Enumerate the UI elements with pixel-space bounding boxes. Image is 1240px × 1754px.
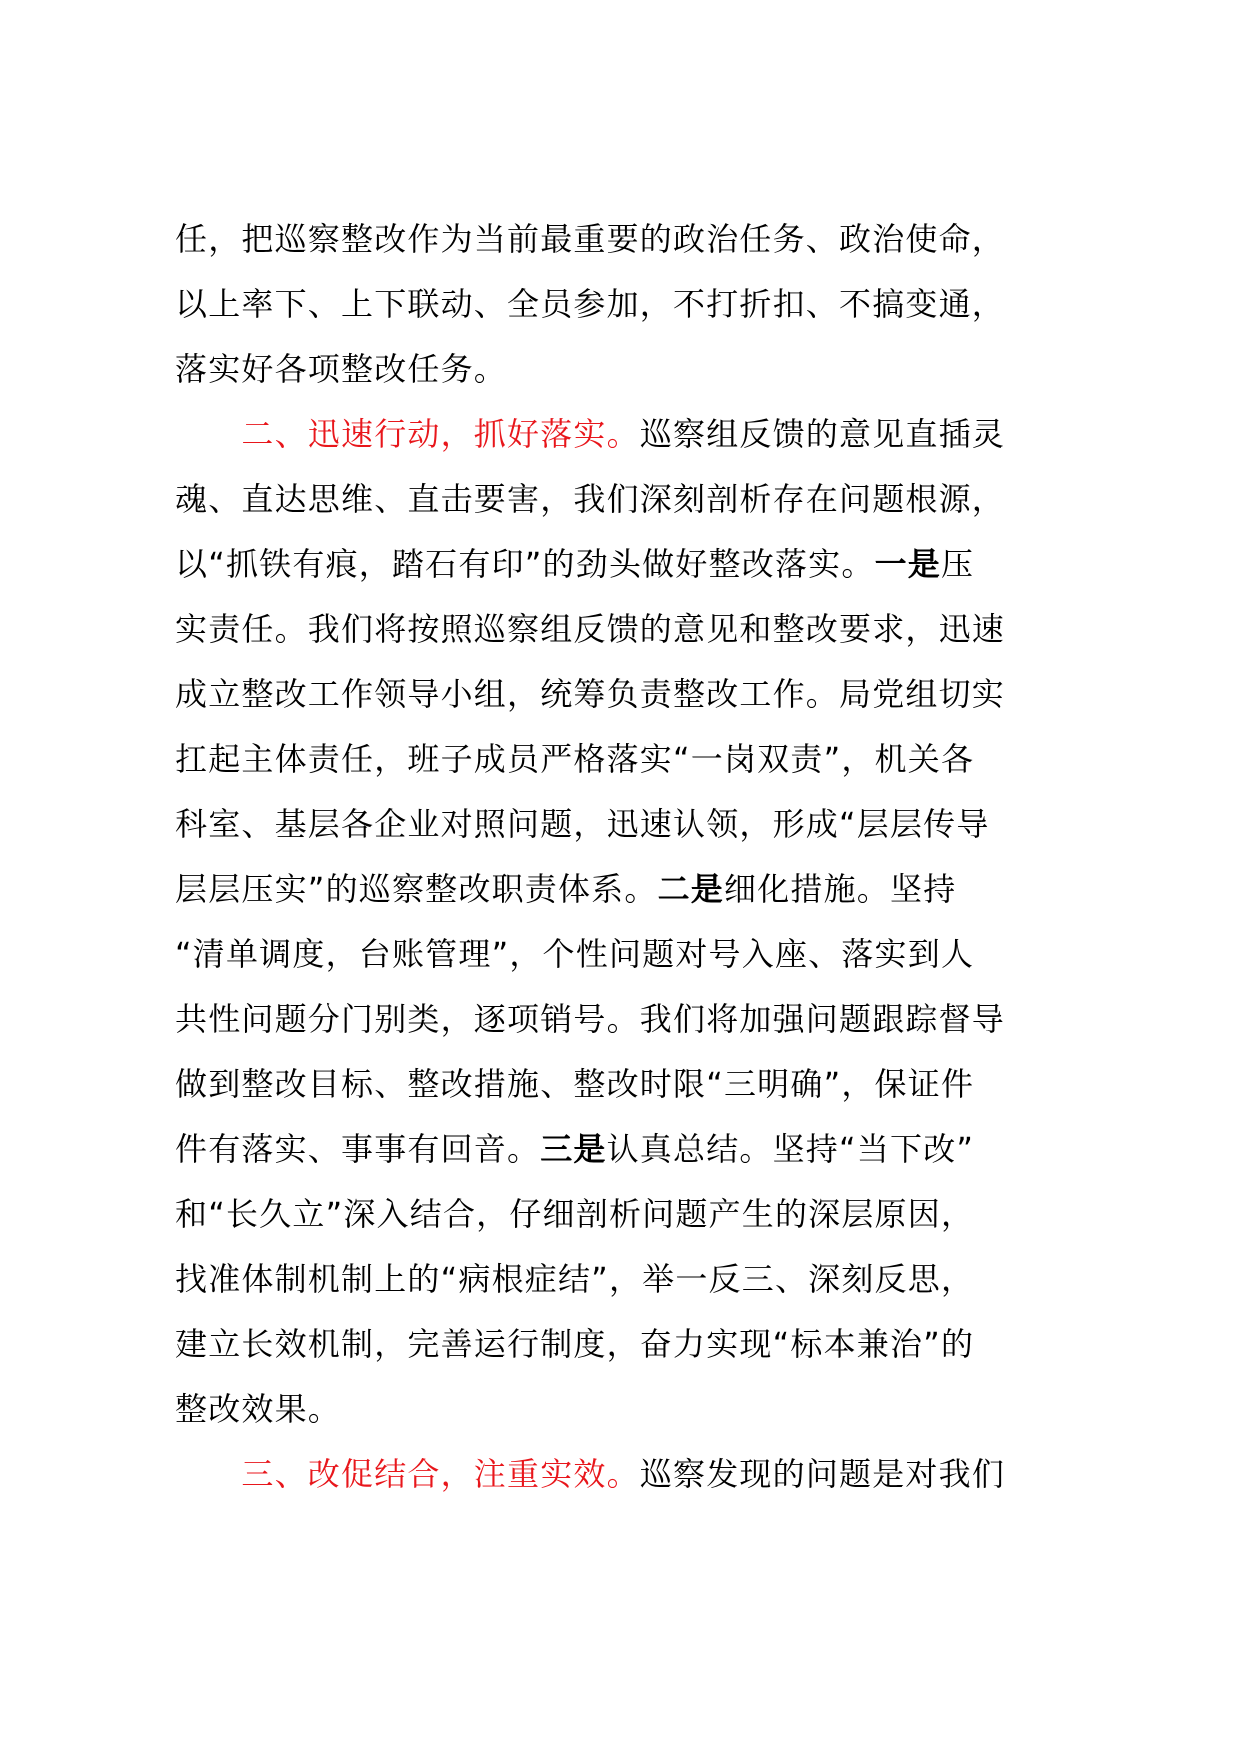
text-line	[175, 337, 1080, 402]
text-line	[175, 662, 1080, 727]
body-text: 以“抓铁有痕，踏石有印”的劲头做好整改落实。	[175, 545, 875, 583]
text-line	[175, 792, 1080, 857]
body-text: 找准体制机制上的“病根症结”，举一反三、深刻反思，	[175, 1260, 975, 1298]
body-text: 件有落实、事事有回音。	[175, 1130, 541, 1168]
bold-marker: 三是	[540, 1130, 607, 1168]
body-text: 建立长效机制，完善运行制度，奋力实现“标本兼治”的	[175, 1325, 975, 1363]
text-line	[175, 532, 1080, 597]
body-text: 共性问题分门别类，逐项销号。我们将加强问题跟踪督导	[175, 1000, 1006, 1038]
text-line	[175, 1117, 1080, 1182]
text-line	[175, 727, 1080, 792]
section-heading: 二、迅速行动，抓好落实。	[175, 415, 640, 453]
text-line	[175, 922, 1080, 987]
text-line	[175, 1312, 1080, 1377]
body-text: 扛起主体责任，班子成员严格落实“一岗双责”，机关各	[175, 740, 975, 778]
text-line	[175, 597, 1080, 662]
bold-marker: 二是	[657, 870, 724, 908]
text-line	[175, 987, 1080, 1052]
body-text: 实责任。我们将按照巡察组反馈的意见和整改要求，迅速	[175, 610, 1006, 648]
body-text: 和“长久立”深入结合，仔细剖析问题产生的深层原因，	[175, 1195, 975, 1233]
body-text: 落实好各项整改任务。	[175, 350, 508, 388]
body-text: 以上率下、上下联动、全员参加，不打折扣、不搞变通，	[175, 285, 1006, 323]
body-text: 任，把巡察整改作为当前最重要的政治任务、政治使命，	[175, 220, 1006, 258]
body-text: 巡察组反馈的意见直插灵	[639, 415, 1006, 453]
text-line	[175, 467, 1080, 532]
document-body	[175, 207, 1080, 1507]
body-text: “清单调度，台账管理”，个性问题对号入座、落实到人	[175, 935, 975, 973]
text-line	[175, 402, 1080, 467]
body-text: 成立整改工作领导小组，统筹负责整改工作。局党组切实	[175, 675, 1006, 713]
body-text: 整改效果。	[175, 1390, 342, 1428]
text-line	[175, 857, 1080, 922]
text-line	[175, 272, 1080, 337]
body-text: 科室、基层各企业对照问题，迅速认领，形成“层层传导	[175, 805, 990, 843]
text-line	[175, 1247, 1080, 1312]
text-line	[175, 1442, 1080, 1507]
body-text: 压	[940, 545, 975, 583]
text-line	[175, 1182, 1080, 1247]
body-text: 细化措施。坚持	[724, 870, 957, 908]
body-text: 认真总结。坚持“当下改”	[606, 1130, 975, 1168]
body-text: 魂、直达思维、直击要害，我们深刻剖析存在问题根源，	[175, 480, 1006, 518]
body-text: 层层压实”的巡察整改职责体系。	[175, 870, 658, 908]
body-text: 巡察发现的问题是对我们	[639, 1455, 1006, 1493]
body-text: 做到整改目标、整改措施、整改时限“三明确”，保证件	[175, 1065, 975, 1103]
text-line	[175, 207, 1080, 272]
text-line	[175, 1377, 1080, 1442]
text-line	[175, 1052, 1080, 1117]
section-heading: 三、改促结合，注重实效。	[175, 1455, 640, 1493]
bold-marker: 一是	[874, 545, 941, 583]
